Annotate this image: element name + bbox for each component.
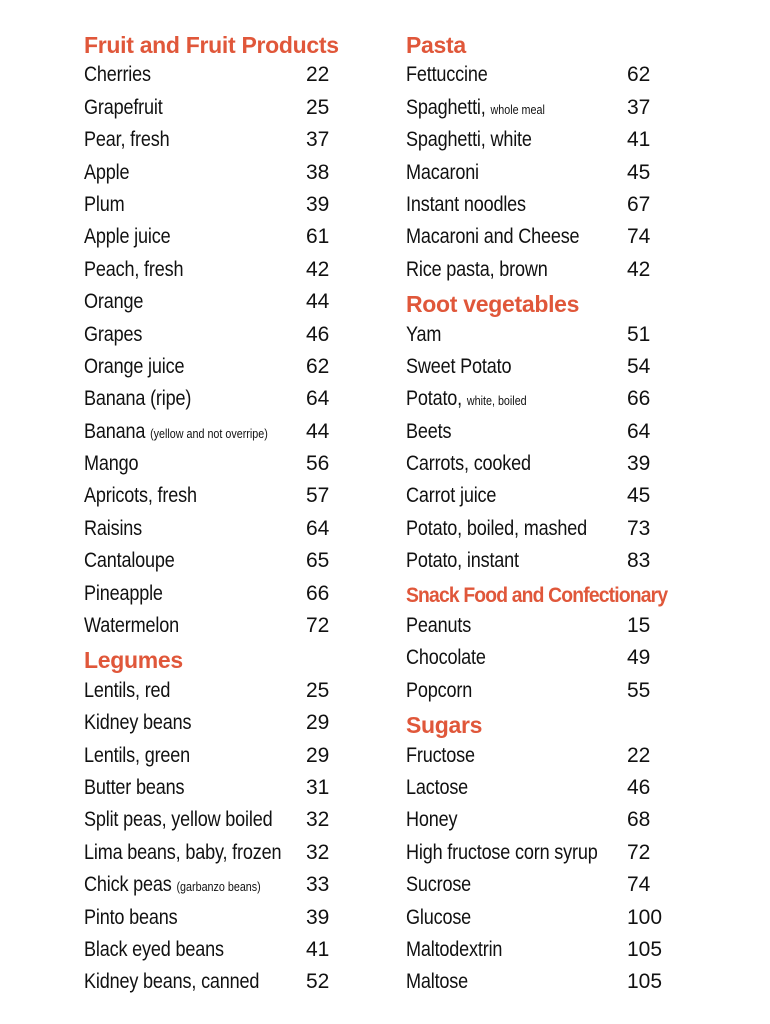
food-row [84, 416, 374, 448]
food-name: Lentils, red [84, 678, 171, 702]
glycemic-index-value: 62 [306, 354, 330, 378]
food-name-wrapper [84, 383, 191, 415]
glycemic-index-value: 74 [627, 873, 651, 897]
food-row [84, 545, 374, 577]
food-name: Carrots, cooked [406, 452, 531, 476]
glycemic-index-value: 39 [627, 452, 651, 476]
glycemic-index-value: 64 [306, 387, 330, 411]
food-row [84, 869, 374, 901]
food-row [406, 513, 726, 545]
food-row [406, 448, 726, 480]
food-name: Apple [84, 160, 130, 184]
glycemic-index-value: 41 [627, 128, 651, 152]
glycemic-index-value: 49 [627, 646, 651, 670]
food-name: Honey [406, 808, 458, 832]
glycemic-index-value: 22 [627, 743, 651, 767]
food-row [84, 902, 374, 934]
food-row [84, 189, 374, 221]
food-note: (garbanzo beans) [176, 880, 261, 895]
food-name: Potato, [406, 387, 463, 411]
food-name: Pineapple [84, 581, 163, 605]
food-row [406, 545, 726, 577]
glycemic-index-value: 15 [627, 614, 651, 638]
food-row [406, 59, 726, 91]
food-name-wrapper [406, 157, 479, 189]
food-name: Orange [84, 290, 144, 314]
glycemic-index-value: 41 [306, 937, 330, 961]
food-name-wrapper [406, 351, 511, 383]
food-name: Maltose [406, 970, 469, 994]
glycemic-index-value: 73 [627, 516, 651, 540]
left-column [84, 27, 374, 999]
food-name-wrapper [84, 416, 268, 450]
glycemic-index-value: 32 [306, 808, 330, 832]
food-row [84, 383, 374, 415]
glycemic-index-value: 37 [627, 95, 651, 119]
glycemic-index-value: 29 [306, 711, 330, 735]
glycemic-index-value: 105 [627, 937, 663, 961]
glycemic-index-value: 44 [306, 290, 330, 314]
food-name: Butter beans [84, 775, 185, 799]
glycemic-index-value: 64 [627, 419, 651, 443]
food-name-wrapper [84, 319, 142, 351]
glycemic-index-value: 105 [627, 970, 663, 994]
food-name-wrapper [406, 934, 502, 966]
food-row [406, 383, 726, 415]
food-row [84, 480, 374, 512]
food-name: Macaroni and Cheese [406, 225, 580, 249]
food-row [406, 254, 726, 286]
glycemic-index-value: 38 [306, 160, 330, 184]
food-name-wrapper [84, 351, 184, 383]
food-name-wrapper [84, 59, 151, 91]
food-name: Potato, boiled, mashed [406, 516, 587, 540]
food-name: Apricots, fresh [84, 484, 197, 508]
food-name-wrapper [84, 545, 175, 577]
glycemic-index-value: 46 [627, 775, 651, 799]
food-name: Maltodextrin [406, 937, 503, 961]
food-row [406, 319, 726, 351]
food-row [406, 869, 726, 901]
glycemic-index-value: 61 [306, 225, 330, 249]
food-row [406, 804, 726, 836]
food-name: Cantaloupe [84, 549, 175, 573]
food-name-wrapper [406, 545, 519, 577]
food-name: Sweet Potato [406, 354, 512, 378]
food-name-wrapper [84, 578, 163, 610]
food-row [406, 221, 726, 253]
food-name: Cherries [84, 63, 151, 87]
glycemic-index-value: 66 [306, 581, 330, 605]
food-name-wrapper [406, 740, 475, 772]
glycemic-index-value: 54 [627, 354, 651, 378]
food-row [406, 740, 726, 772]
food-name: Beets [406, 419, 452, 443]
food-row [84, 448, 374, 480]
food-name: Macaroni [406, 160, 479, 184]
section-heading-pasta: Pasta [406, 32, 466, 58]
food-row [406, 772, 726, 804]
food-name: Pear, fresh [84, 128, 170, 152]
food-name-wrapper [84, 934, 224, 966]
food-name: Spaghetti, white [406, 128, 532, 152]
food-name-wrapper [84, 772, 184, 804]
glycemic-index-value: 42 [306, 257, 330, 281]
glycemic-index-value: 74 [627, 225, 651, 249]
glycemic-index-value: 55 [627, 678, 651, 702]
glycemic-index-value: 39 [306, 192, 330, 216]
food-row [84, 934, 374, 966]
food-row [406, 124, 726, 156]
food-name-wrapper [406, 902, 471, 934]
glycemic-index-value: 52 [306, 970, 330, 994]
food-row [406, 610, 726, 642]
glycemic-index-value: 46 [306, 322, 330, 346]
glycemic-index-value: 65 [306, 549, 330, 573]
food-name-wrapper [406, 869, 471, 901]
food-name: Pinto beans [84, 905, 178, 929]
food-name: Peach, fresh [84, 257, 184, 281]
food-name-wrapper [84, 902, 177, 934]
food-name-wrapper [84, 124, 169, 156]
food-row [406, 480, 726, 512]
food-row [84, 286, 374, 318]
food-name: Apple juice [84, 225, 171, 249]
food-name: Plum [84, 192, 125, 216]
food-name-wrapper [406, 480, 496, 512]
food-name-wrapper [84, 966, 259, 998]
food-row [84, 221, 374, 253]
glycemic-index-value: 51 [627, 322, 651, 346]
glycemic-index-value: 31 [306, 775, 330, 799]
food-name: Mango [84, 452, 139, 476]
food-name: Sucrose [406, 873, 472, 897]
food-name: Rice pasta, brown [406, 257, 548, 281]
food-name: Kidney beans, canned [84, 970, 260, 994]
food-name-wrapper [406, 610, 471, 642]
glycemic-index-value: 37 [306, 128, 330, 152]
food-name: Raisins [84, 516, 143, 540]
glycemic-index-value: 45 [627, 160, 651, 184]
food-row [84, 707, 374, 739]
food-row [406, 837, 726, 869]
section-heading-snack-food-and-confectionary: Snack Food and Confectionary [406, 583, 668, 607]
food-name: Lima beans, baby, frozen [84, 840, 282, 864]
food-name-wrapper [84, 221, 170, 253]
food-name-wrapper [406, 966, 468, 998]
food-name: Grapefruit [84, 95, 163, 119]
food-name-wrapper [84, 480, 197, 512]
food-name-wrapper [406, 642, 486, 674]
food-row [406, 902, 726, 934]
food-name: Spaghetti, [406, 95, 486, 119]
food-row [84, 966, 374, 998]
food-name-wrapper [406, 254, 548, 286]
food-note: whole meal [490, 102, 545, 117]
food-name: Yam [406, 322, 442, 346]
food-row [84, 804, 374, 836]
food-name-wrapper [84, 837, 281, 869]
food-row [84, 157, 374, 189]
food-name: Banana [84, 419, 146, 443]
food-row [84, 610, 374, 642]
glycemic-index-value: 62 [627, 63, 651, 87]
glycemic-index-value: 29 [306, 743, 330, 767]
food-name: Split peas, yellow boiled [84, 808, 273, 832]
food-name-wrapper [406, 416, 451, 448]
food-name: Watermelon [84, 614, 179, 638]
food-name-wrapper [84, 448, 138, 480]
food-name-wrapper [84, 869, 261, 903]
food-name: Grapes [84, 322, 143, 346]
food-name-wrapper [84, 804, 272, 836]
food-row [406, 351, 726, 383]
food-name: High fructose corn syrup [406, 840, 598, 864]
food-row [84, 772, 374, 804]
food-name: Instant noodles [406, 192, 526, 216]
glycemic-index-value: 100 [627, 905, 663, 929]
glycemic-index-value: 25 [306, 678, 330, 702]
food-name-wrapper [84, 189, 124, 221]
food-name-wrapper [84, 157, 129, 189]
food-note: (yellow and not overripe) [150, 426, 268, 441]
glycemic-index-value: 42 [627, 257, 651, 281]
food-name-wrapper [406, 804, 457, 836]
food-name-wrapper [84, 254, 183, 286]
food-name-wrapper [84, 740, 190, 772]
food-name: Orange juice [84, 354, 185, 378]
food-name: Potato, instant [406, 549, 519, 573]
food-note: white, boiled [466, 394, 527, 409]
food-name-wrapper [84, 286, 143, 318]
glycemic-index-value: 67 [627, 192, 651, 216]
food-name: Fettuccine [406, 63, 488, 87]
glycemic-index-value: 72 [306, 614, 330, 638]
food-row [406, 92, 726, 124]
food-row [406, 934, 726, 966]
food-row [84, 124, 374, 156]
food-row [406, 675, 726, 707]
food-row [84, 578, 374, 610]
food-name-wrapper [406, 124, 532, 156]
food-name-wrapper [406, 772, 468, 804]
food-name-wrapper [84, 513, 142, 545]
section-heading-legumes: Legumes [84, 647, 183, 674]
food-name-wrapper [406, 221, 579, 253]
food-name-wrapper [406, 448, 531, 480]
food-name: Carrot juice [406, 484, 497, 508]
food-row [84, 740, 374, 772]
food-name: Peanuts [406, 614, 472, 638]
food-row [84, 675, 374, 707]
food-row [406, 642, 726, 674]
glycemic-index-value: 44 [306, 419, 330, 443]
food-row [406, 189, 726, 221]
food-name-wrapper [84, 707, 191, 739]
glycemic-index-value: 32 [306, 840, 330, 864]
food-row [84, 319, 374, 351]
food-row [84, 351, 374, 383]
food-name: Glucose [406, 905, 472, 929]
glycemic-index-value: 45 [627, 484, 651, 508]
section-heading-fruit-and-fruit-products: Fruit and Fruit Products [84, 32, 339, 58]
food-name-wrapper [406, 675, 472, 707]
glycemic-index-value: 83 [627, 549, 651, 573]
food-row [406, 157, 726, 189]
glycemic-index-value: 25 [306, 95, 330, 119]
food-name: Chick peas [84, 873, 172, 897]
food-name: Lactose [406, 775, 469, 799]
food-row [84, 837, 374, 869]
glycemic-index-value: 56 [306, 452, 330, 476]
food-name-wrapper [406, 189, 526, 221]
food-row [406, 966, 726, 998]
section-heading-sugars: Sugars [406, 712, 483, 739]
section-heading-root-vegetables: Root vegetables [406, 291, 580, 318]
food-name-wrapper [406, 837, 598, 869]
glycemic-index-value: 64 [306, 516, 330, 540]
food-name: Chocolate [406, 646, 486, 670]
food-row [84, 254, 374, 286]
glycemic-index-value: 68 [627, 808, 651, 832]
food-name-wrapper [406, 92, 545, 126]
food-row [84, 513, 374, 545]
right-column [406, 27, 726, 999]
glycemic-index-value: 57 [306, 484, 330, 508]
food-name: Black eyed beans [84, 937, 224, 961]
glycemic-index-value: 72 [627, 840, 651, 864]
food-row [84, 92, 374, 124]
food-name: Popcorn [406, 678, 473, 702]
food-name-wrapper [84, 675, 170, 707]
food-name: Fructose [406, 743, 475, 767]
food-name: Kidney beans [84, 711, 192, 735]
glycemic-index-value: 33 [306, 873, 330, 897]
food-name-wrapper [406, 383, 527, 417]
food-name: Lentils, green [84, 743, 191, 767]
food-name-wrapper [84, 610, 179, 642]
glycemic-index-value: 66 [627, 387, 651, 411]
food-name-wrapper [406, 59, 488, 91]
food-name-wrapper [84, 92, 163, 124]
food-row [406, 416, 726, 448]
food-row [84, 59, 374, 91]
food-name: Banana (ripe) [84, 387, 192, 411]
glycemic-index-value: 39 [306, 905, 330, 929]
glycemic-index-value: 22 [306, 63, 330, 87]
food-name-wrapper [406, 319, 441, 351]
food-name-wrapper [406, 513, 587, 545]
